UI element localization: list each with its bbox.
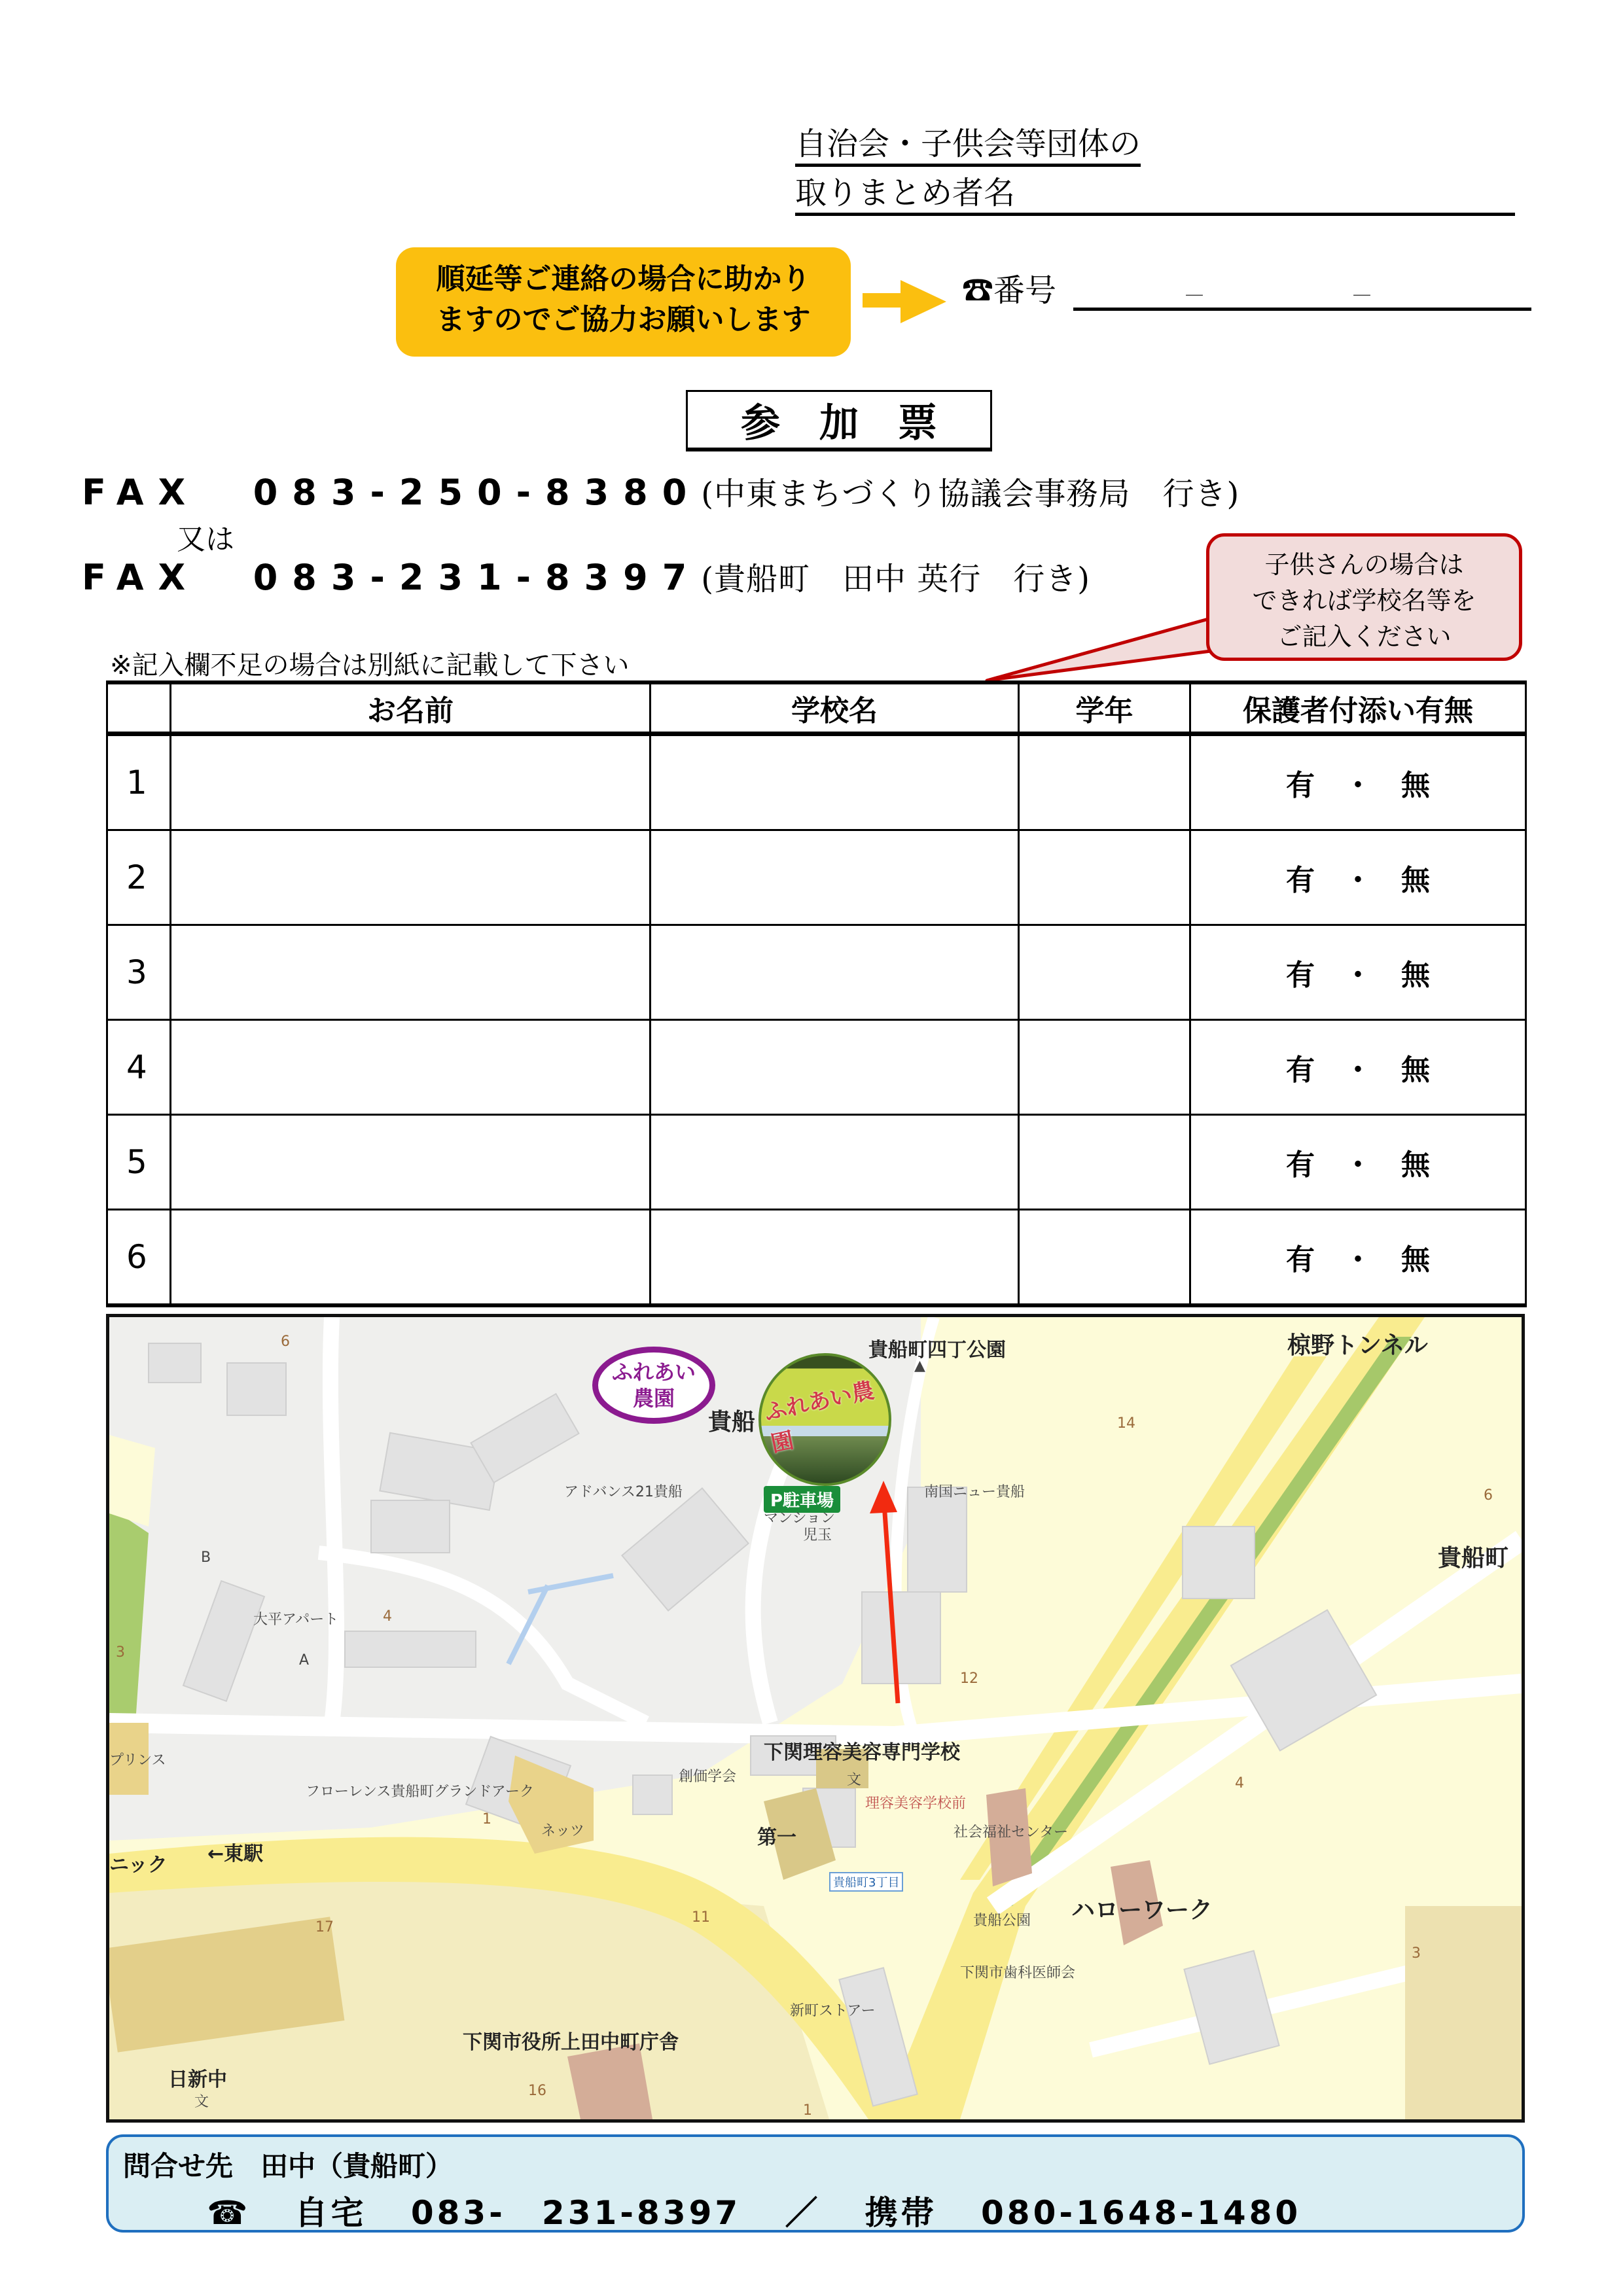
row-number: 5 bbox=[107, 1115, 171, 1210]
fax-line-1 bbox=[82, 470, 1240, 517]
map-label-riyo-stop: 理容美容学校前 bbox=[865, 1795, 967, 1812]
name-cell[interactable] bbox=[171, 1020, 651, 1115]
map-label-dental: 下関市歯科医師会 bbox=[960, 1965, 1076, 1981]
location-map bbox=[106, 1314, 1525, 2123]
separator: ／ bbox=[785, 2194, 821, 2232]
map-label-nisshin: 日新中 bbox=[168, 2068, 227, 2091]
organizer-group-label bbox=[795, 124, 1141, 167]
inquiry-title: 問合せ先 田中（貴船町） bbox=[123, 2150, 454, 2182]
map-label-mansion: マンション bbox=[764, 1510, 836, 1527]
mobile-number: 080-1648-1480 bbox=[981, 2194, 1302, 2232]
block-number: 3 bbox=[116, 1644, 125, 1661]
name-cell[interactable] bbox=[171, 830, 651, 925]
map-label-kibunecho: 貴船町 bbox=[1438, 1545, 1509, 1572]
map-label-riyo-school: 下関理容美容専門学校 bbox=[764, 1741, 960, 1764]
fax-number: 083-250-8380 bbox=[253, 472, 702, 513]
block-number: 12 bbox=[960, 1670, 978, 1687]
name-cell[interactable] bbox=[171, 925, 651, 1020]
farm-photo bbox=[758, 1353, 891, 1486]
block-number: 4 bbox=[1235, 1775, 1244, 1792]
map-label-cityhall: 下関市役所上田中町庁舎 bbox=[463, 2031, 679, 2054]
school-mark: 文 bbox=[194, 2094, 209, 2110]
fax-number: 083-231-8397 bbox=[253, 557, 702, 598]
row-number: 3 bbox=[107, 925, 171, 1020]
map-label-daiichi: 第一 bbox=[757, 1826, 796, 1849]
header-school: 学校名 bbox=[651, 682, 1019, 734]
name-cell[interactable] bbox=[171, 734, 651, 830]
map-label-ohira: 大平アパート bbox=[253, 1612, 339, 1628]
map-label-park4: 貴船町四丁公園 bbox=[868, 1339, 1006, 1362]
map-label-prince: プリンス bbox=[109, 1752, 166, 1769]
row-number: 2 bbox=[107, 830, 171, 925]
phone-dash-1: － bbox=[1183, 283, 1205, 309]
contact-request-note bbox=[396, 247, 851, 357]
fax-label: FAX bbox=[82, 557, 200, 598]
table-row bbox=[107, 734, 1526, 830]
map-label-shinmachi: 新町ストアー bbox=[790, 2003, 876, 2019]
farm-bubble-line2: 農園 bbox=[632, 1386, 675, 1411]
callout-line3: ご記入ください bbox=[1277, 622, 1452, 651]
school-cell[interactable] bbox=[651, 925, 1019, 1020]
map-label-clinic: ニック bbox=[109, 1854, 168, 1877]
farm-bubble-line1: ふれあい bbox=[611, 1360, 696, 1385]
tree-icon: ▲ bbox=[914, 1358, 925, 1374]
grade-cell[interactable] bbox=[1019, 734, 1190, 830]
callout-tail-icon bbox=[982, 589, 1217, 687]
school-cell[interactable] bbox=[651, 734, 1019, 830]
grade-cell[interactable] bbox=[1019, 1115, 1190, 1210]
map-label-tunnel: 椋野トンネル bbox=[1287, 1332, 1428, 1359]
block-number: 4 bbox=[383, 1608, 392, 1625]
note-line2: ますのでご協力お願いします bbox=[436, 303, 811, 336]
map-label-advance21: アドバンス21貴船 bbox=[564, 1484, 683, 1500]
home-label: 自宅 bbox=[294, 2194, 367, 2232]
map-label-kodama: 児玉 bbox=[803, 1527, 832, 1544]
block-number: 1 bbox=[803, 2102, 812, 2119]
school-cell[interactable] bbox=[651, 830, 1019, 925]
block-number: 1 bbox=[482, 1811, 491, 1828]
block-number: 6 bbox=[1484, 1487, 1493, 1504]
organizer-line1: 自治会・子供会等団体の bbox=[795, 126, 1141, 162]
callout-line1: 子供さんの場合は bbox=[1264, 550, 1464, 579]
grade-cell[interactable] bbox=[1019, 1020, 1190, 1115]
header-grade: 学年 bbox=[1019, 682, 1190, 734]
map-label-hellowork: ハローワーク bbox=[1071, 1897, 1213, 1924]
or-text: 又は bbox=[177, 523, 234, 556]
table-row bbox=[107, 1020, 1526, 1115]
escort-choice[interactable]: 有 ・ 無 bbox=[1190, 1020, 1526, 1115]
phone-label-text: 番号 bbox=[993, 272, 1057, 309]
participant-table bbox=[106, 680, 1527, 1307]
map-label-kibune-partial: 貴船 bbox=[708, 1409, 756, 1436]
fax-destination: (貴船町 田中 英行 行き) bbox=[701, 561, 1091, 597]
table-row bbox=[107, 830, 1526, 925]
map-label-east-station: ←東駅 bbox=[207, 1843, 264, 1865]
map-label-welfare: 社会福祉センター bbox=[954, 1824, 1069, 1841]
block-number: 17 bbox=[315, 1919, 334, 1935]
table-row bbox=[107, 1115, 1526, 1210]
phone-number-label bbox=[962, 271, 1056, 310]
farm-label-bubble bbox=[592, 1347, 715, 1424]
row-number: 4 bbox=[107, 1020, 171, 1115]
arrow-right-icon bbox=[863, 293, 902, 308]
escort-choice[interactable]: 有 ・ 無 bbox=[1190, 1210, 1526, 1306]
home-number: 083- 231-8397 bbox=[410, 2194, 741, 2232]
fax-label: FAX bbox=[82, 472, 200, 513]
inquiry-phones bbox=[207, 2187, 1301, 2234]
school-cell[interactable] bbox=[651, 1210, 1019, 1306]
name-cell[interactable] bbox=[171, 1115, 651, 1210]
organizer-name-field[interactable] bbox=[795, 173, 1515, 216]
parking-label: P駐車場 bbox=[764, 1486, 840, 1513]
grade-cell[interactable] bbox=[1019, 1210, 1190, 1306]
phone-dash-2: － bbox=[1351, 283, 1373, 309]
phone-number-field[interactable] bbox=[1073, 308, 1531, 311]
row-number: 1 bbox=[107, 734, 171, 830]
escort-choice[interactable]: 有 ・ 無 bbox=[1190, 1115, 1526, 1210]
table-row bbox=[107, 1210, 1526, 1306]
grade-cell[interactable] bbox=[1019, 925, 1190, 1020]
header-no bbox=[107, 682, 171, 734]
header-name: お名前 bbox=[171, 682, 651, 734]
inquiry-box bbox=[106, 2134, 1525, 2233]
header-escort: 保護者付添い有無 bbox=[1190, 682, 1526, 734]
farm-photo-sign: ふれあい農園 bbox=[762, 1377, 877, 1458]
fax-line-2 bbox=[82, 555, 1090, 602]
block-number: 11 bbox=[692, 1909, 710, 1926]
name-cell[interactable] bbox=[171, 1210, 651, 1306]
block-number: 3 bbox=[1412, 1945, 1421, 1962]
map-label-bldg-a: A bbox=[299, 1652, 310, 1669]
table-note: ※記入欄不足の場合は別紙に記載して下さい bbox=[110, 650, 630, 680]
phone-icon: ☎ bbox=[962, 272, 994, 309]
map-label-bldg-b: B bbox=[201, 1549, 211, 1566]
block-number: 6 bbox=[281, 1333, 290, 1350]
escort-choice[interactable]: 有 ・ 無 bbox=[1190, 830, 1526, 925]
phone-icon: ☎ bbox=[207, 2194, 251, 2232]
map-label-kibune3: 貴船町3丁目 bbox=[829, 1872, 903, 1892]
arrow-head-icon bbox=[901, 280, 946, 323]
callout-line2: できれば学校名等を bbox=[1252, 586, 1476, 615]
note-line1: 順延等ご連絡の場合に助かり bbox=[436, 262, 811, 296]
school-name-callout bbox=[1206, 533, 1522, 661]
page-title: 参加票 bbox=[686, 390, 992, 451]
school-cell[interactable] bbox=[651, 1020, 1019, 1115]
school-mark: 文 bbox=[847, 1772, 862, 1788]
escort-choice[interactable]: 有 ・ 無 bbox=[1190, 925, 1526, 1020]
organizer-line2: 取りまとめ者名 bbox=[795, 175, 1016, 211]
escort-choice[interactable]: 有 ・ 無 bbox=[1190, 734, 1526, 830]
table-row bbox=[107, 925, 1526, 1020]
block-number: 14 bbox=[1117, 1415, 1135, 1432]
map-label-kibune-park: 貴船公園 bbox=[973, 1913, 1031, 1929]
block-number: 16 bbox=[528, 2083, 546, 2099]
mobile-label: 携帯 bbox=[865, 2194, 937, 2232]
fax-destination: (中東まちづくり協議会事務局 行き) bbox=[701, 476, 1240, 512]
map-label-nangoku: 南国ニュー貴船 bbox=[924, 1484, 1026, 1500]
school-cell[interactable] bbox=[651, 1115, 1019, 1210]
row-number: 6 bbox=[107, 1210, 171, 1306]
table-header-row bbox=[107, 682, 1526, 734]
map-label-nets: ネッツ bbox=[541, 1823, 585, 1839]
grade-cell[interactable] bbox=[1019, 830, 1190, 925]
map-label-sokagakkai: 創価学会 bbox=[679, 1769, 737, 1785]
map-label-florence: フローレンス貴船町グランドアーク bbox=[306, 1784, 535, 1800]
